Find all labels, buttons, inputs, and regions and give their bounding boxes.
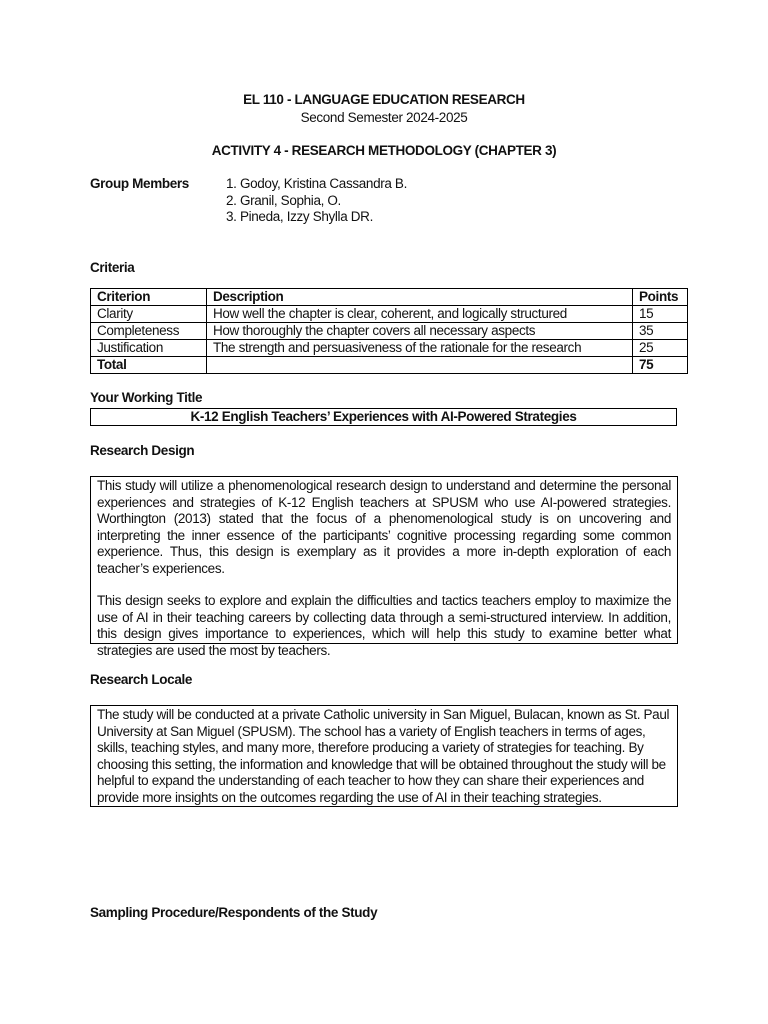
total-points-cell: 75 <box>633 357 688 374</box>
group-member: 2. Granil, Sophia, O. <box>226 192 341 208</box>
group-member: 1. Godoy, Kristina Cassandra B. <box>226 176 407 191</box>
research-locale-label: Research Locale <box>90 672 193 687</box>
points-cell: 15 <box>633 306 688 323</box>
activity-title: ACTIVITY 4 - RESEARCH METHODOLOGY (CHAPTER 3) <box>211 143 557 158</box>
total-description-cell <box>207 357 633 374</box>
total-label-cell: Total <box>91 357 207 374</box>
research-locale-box <box>90 705 678 807</box>
group-members-label: Group Members <box>90 176 189 191</box>
research-design-box <box>90 476 678 658</box>
criterion-cell: Clarity <box>91 306 207 323</box>
criterion-cell: Completeness <box>91 323 207 340</box>
header-description: Description <box>207 289 633 306</box>
research-design-label: Research Design <box>90 443 195 458</box>
working-title-box: K-12 English Teachers’ Experiences with AI-Powered Strategies <box>90 408 677 426</box>
group-members-list <box>226 176 407 226</box>
criteria-label: Criteria <box>90 260 135 275</box>
sampling-label: Sampling Procedure/Respondents of the Study <box>90 905 378 920</box>
group-member: 3. Pineda, Izzy Shylla DR. <box>226 209 373 224</box>
semester: Second Semester 2024-2025 <box>300 110 468 125</box>
research-design-paragraph: This study will utilize a phenomenological research design to understand and determine the personal experiences and strategies of K-12 English teachers at SPUSM who use AI-powered strategies. Worthington (2013) stated that the focus of a phenomenological study is on uncovering and interpreting the inner essence of the participants’ cognitive processing regarding some common experience. Thus, this design is exemplary as it provides a more in-depth exploration of each teacher’s experiences. <box>97 478 671 576</box>
header-criterion: Criterion <box>91 289 207 306</box>
criteria-header-row <box>91 289 688 306</box>
table-row <box>91 306 688 323</box>
description-cell: How well the chapter is clear, coherent, and logically structured <box>207 306 633 323</box>
criterion-cell: Justification <box>91 340 207 357</box>
points-cell: 25 <box>633 340 688 357</box>
description-cell: The strength and persuasiveness of the rationale for the research <box>207 340 633 357</box>
points-cell: 35 <box>633 323 688 340</box>
criteria-table <box>90 288 688 374</box>
table-row <box>91 323 688 340</box>
research-design-paragraph: This design seeks to explore and explain the difficulties and tactics teachers employ to maximize the use of AI in their teaching careers by collecting data through a semi-structured interview. In addition, this design gives importance to experiences, which will help this study to examine better what strategies are used the most by teachers. <box>97 593 671 658</box>
total-row <box>91 357 688 374</box>
research-locale-paragraph: The study will be conducted at a private Catholic university in San Miguel, Bulacan, known as St. Paul University at San Miguel (SPUSM). The school has a variety of English teachers in terms of ages, skills, teaching styles, and many more, therefore producing a variety of strategies for teaching. By choosing this setting, the information and knowledge that will be obtained throughout the study will be helpful to expand the understanding of each teacher to how they can share their experiences and provide more insights on the outcomes regarding the use of AI in their teaching strategies. <box>97 707 670 805</box>
working-title-label: Your Working Title <box>90 390 203 405</box>
course-title: EL 110 - LANGUAGE EDUCATION RESEARCH <box>243 92 525 107</box>
table-row <box>91 340 688 357</box>
header-points: Points <box>633 289 688 306</box>
description-cell: How thoroughly the chapter covers all necessary aspects <box>207 323 633 340</box>
